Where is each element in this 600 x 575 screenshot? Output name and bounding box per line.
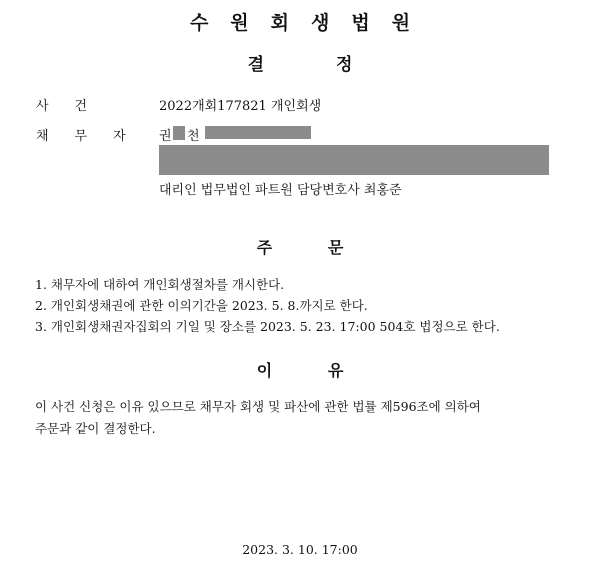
case-label: 사건	[36, 99, 114, 114]
case-number: 2022개회177821 개인회생	[159, 99, 322, 114]
name-redaction	[173, 126, 185, 140]
debtor-label: 채무자	[36, 129, 152, 144]
court-name: 수원회생법원	[189, 12, 433, 34]
debtor-name-first: 권	[159, 129, 172, 144]
id-redaction	[205, 126, 311, 139]
order-item-1: 1. 채무자에 대하여 개인회생절차를 개시한다.	[35, 277, 285, 292]
reason-section-title: 이 유	[256, 361, 344, 380]
reason-line-1: 이 사건 신청은 이유 있으므로 채무자 회생 및 파산에 관한 법률 제596조에 의하여	[35, 399, 481, 414]
address-redaction	[159, 145, 549, 175]
agent-info: 대리인 법무법인 파트원 담당변호사 최홍준	[159, 183, 402, 198]
decision-date: 2023. 3. 10. 17:00	[242, 542, 358, 557]
order-item-2: 2. 개인회생채권에 관한 이의기간을 2023. 5. 8.까지로 한다.	[35, 298, 368, 313]
order-section-title: 주 문	[256, 238, 344, 257]
reason-line-2: 주문과 같이 결정한다.	[35, 421, 156, 436]
debtor-name-last: 천	[187, 129, 200, 144]
order-item-3: 3. 개인회생채권자집회의 기일 및 장소를 2023. 5. 23. 17:00 504호 법정으로 한다.	[35, 319, 500, 334]
decision-title: 결정	[247, 55, 425, 75]
